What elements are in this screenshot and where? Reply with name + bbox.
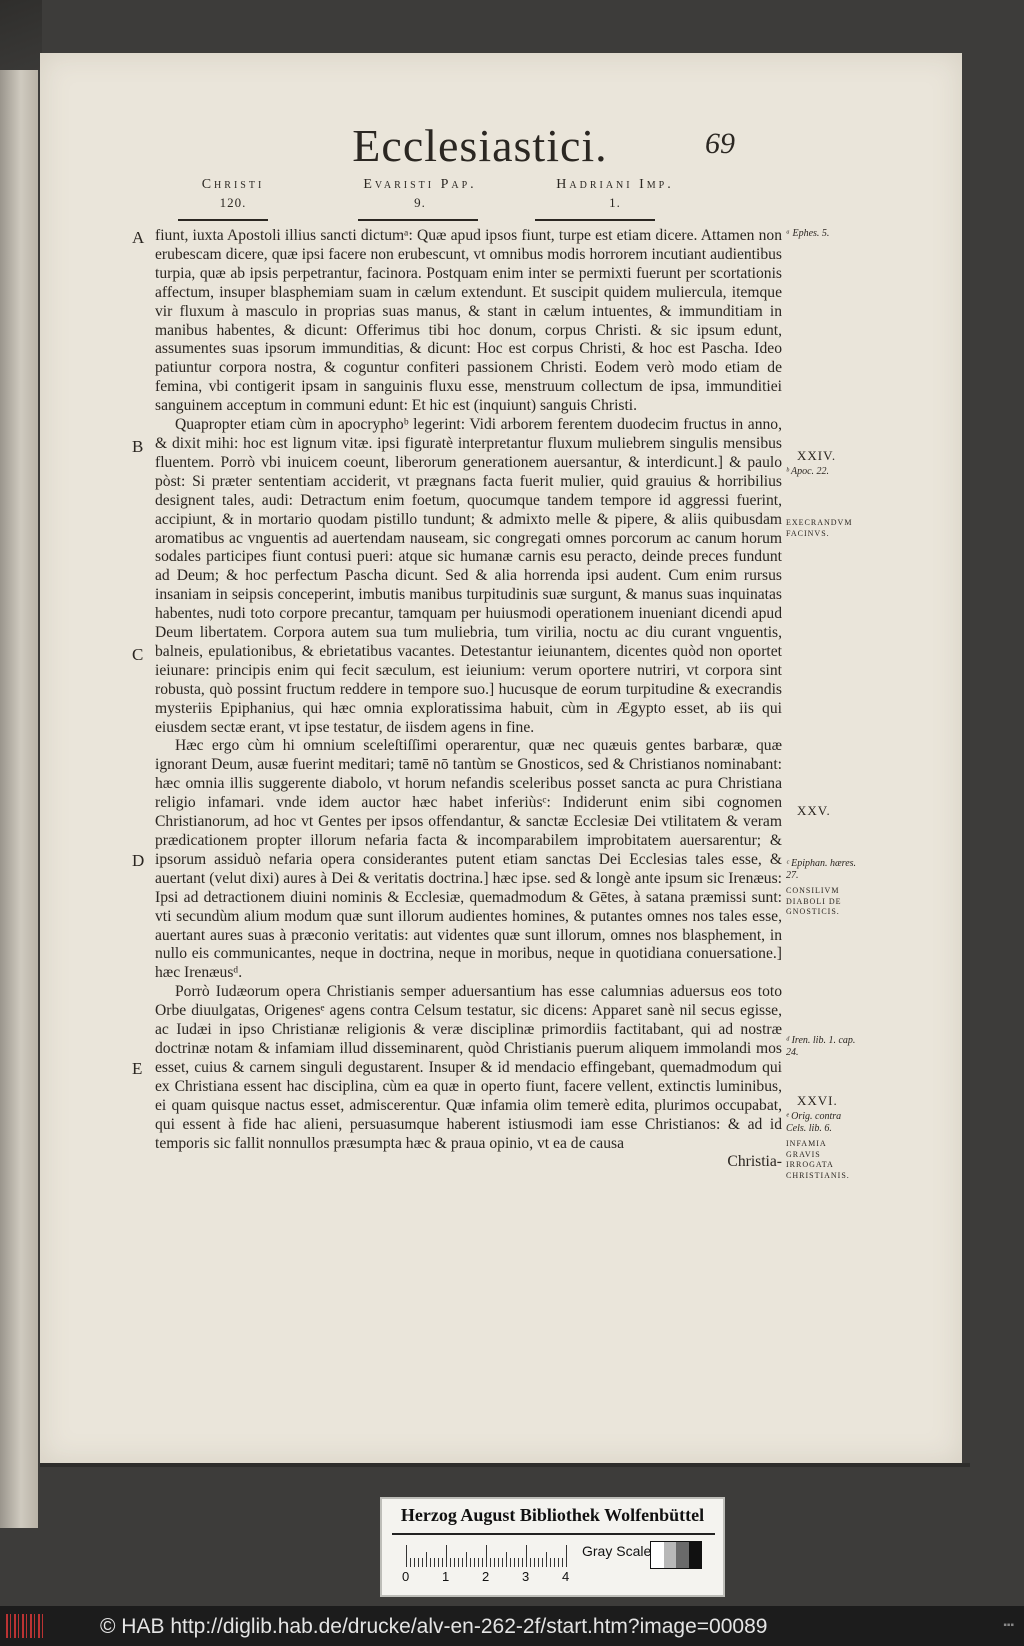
ruler-tick: [558, 1558, 559, 1567]
column-head-evaristi: [350, 177, 490, 211]
ruler-tick: [478, 1558, 479, 1567]
column-label: Hadriani Imp.: [556, 177, 674, 192]
ruler-tick: [426, 1552, 427, 1567]
ruler-scale: [406, 1541, 566, 1567]
gray-swatch: [676, 1542, 689, 1568]
footer-bar: [0, 1606, 1024, 1646]
page-shadow: [40, 1463, 970, 1467]
column-head-christi: [178, 177, 288, 211]
ruler-tick: [410, 1558, 411, 1567]
gray-swatch: [651, 1542, 664, 1568]
ruler-tick: [470, 1558, 471, 1567]
ruler-tick: [522, 1558, 523, 1567]
ruler-tick: [502, 1558, 503, 1567]
ruler-tick: [534, 1558, 535, 1567]
running-title: Ecclesiastici.: [352, 120, 608, 171]
ruler-tick: [474, 1558, 475, 1567]
paragraph: Porrò Iudæorum opera Christianis semper aduersantium has esse calumnias aduersus eos toto Orbe diuulgatas, Origenesᵉ agens contra Celsum testatur, sic dicens: Apparet sanè nil secus egisse, ac Iudæi in ipso Christianæ religionis & veræ disciplinæ primordiis factitabant, qui ad nostræ doctrinæ notam & infamiam illud disseminarent, quòd Christianis puerum aliquem immolandi mos esset, cuius & carnem singuli degustarent. Insuper & id mendacio effingebant, quemadmodum qui ex Christiana essent hac disciplina, cùm ea quæ in operto fiunt, facere vellent, extinctis luminibus, ei quam quisque nactus esset, admiscerentur. Quæ infamia olim temerè edita, plurimos occupabat, qui essent à fide hac alieni, persuasumque haberent istiusmodi iam esse Christianos: & ad id temporis sic fallit nonnullos præsumpta hæc & praua opinio, vt ea de causa: [155, 983, 782, 1152]
gray-swatch: [664, 1542, 677, 1568]
ruler-number: 4: [562, 1569, 570, 1584]
gray-scale-swatches: [650, 1541, 702, 1569]
ruler-tick: [554, 1558, 555, 1567]
margin-note: ᵇ Apoc. 22.: [786, 466, 830, 477]
paragraph: Hæc ergo cùm hi omnium sceleſtiſſimi operarentur, quæ nec quæuis gentes barbaræ, quæ ignorant Deum, ausæ fuerint meditari; tamē nō tantùm se Gnosticos, sed & Christianos nominabant: hæc omnia illis suggerente diabolo, vt horum nefandis sceleribus posset sancta ac pura Christiana religio infamari. vnde idem auctor hæc habet inferiùsᶜ: Indiderunt enim sibi cognomen Christianorum, ad hoc vt Gentes per ipsos offendantur, & sanctæ Ecclesiæ Dei vtilitatem & veram prædicationem propter illorum nefaria facta & incomparabilem improbitatem auersarentur; & ipsorum assiduò nefaria opera considerantes putent etiam sanctas Dei Ecclesias tales esse, & auertant (velut dixi) aures à Dei & veritatis doctrina.] hæc ipse. sed & longè ante ipsum sic Irenæus: Ipsi ad detractionem diuini nominis & Ecclesiæ, quemadmodum & Gētes, à satana præmissi sunt: vti secundùm alium modum quæ sunt illorum audientes homines, & putantes omnes nos tales esse, auertant aures suas à præconio veritatis: aut videntes quæ sunt illorum, omnes nos blasphement, in nullo eis communicantes, neque in doctrina, neque in moribus, neque in quotidiana conuersatione.] hæc Irenæusᵈ.: [155, 737, 782, 982]
section-letter-d: D: [132, 851, 145, 870]
library-name: Herzog August Bibliothek Wolfenbüttel: [400, 1505, 705, 1525]
column-rule: [535, 219, 655, 221]
ruler-tick: [566, 1545, 567, 1567]
hab-logo-icon: [6, 1614, 46, 1638]
ruler-tick: [506, 1552, 507, 1567]
ruler-tick: [438, 1558, 439, 1567]
margin-note: ᵈ Iren. lib. 1. cap. 24.: [786, 1035, 856, 1058]
section-letter-c: C: [132, 645, 144, 664]
ruler-number: 2: [482, 1569, 490, 1584]
section-letter-a: A: [132, 228, 145, 247]
ruler-tick: [454, 1558, 455, 1567]
ruler-tick: [442, 1558, 443, 1567]
ruler-tick: [458, 1558, 459, 1567]
ruler-number: 1: [442, 1569, 450, 1584]
book-shadow: [0, 0, 42, 70]
divider: [392, 1533, 715, 1535]
ruler-number: 3: [522, 1569, 530, 1584]
section-letter-b: B: [132, 437, 144, 456]
ruler-tick: [538, 1558, 539, 1567]
ruler-number: 0: [402, 1569, 410, 1584]
ruler-tick: [562, 1558, 563, 1567]
column-year: 1.: [609, 195, 621, 210]
ruler-tick: [530, 1558, 531, 1567]
ruler-tick: [462, 1558, 463, 1567]
margin-caption: EXECRANDVM FACINVS.: [786, 518, 853, 538]
margin-caption: CONSILIVM DIABOLI DE GNOSTICIS.: [786, 886, 842, 916]
footer-dots: ▪▪▪: [1003, 1620, 1014, 1631]
document-page: [40, 53, 962, 1463]
margin-caption: INFAMIA GRAVIS IRROGATA CHRISTIANIS.: [786, 1139, 850, 1180]
ruler-tick: [418, 1558, 419, 1567]
paragraph: Quapropter etiam cùm in apocryphoᵇ legerint: Vidi arborem ferentem duodecim fructus in anno, & dixit mihi: hoc est lignum vitæ. ipsi figuratè interpretantur fluxum muliebrem singulis mensibus fluentem. Porrò vbi inuicem coeunt, liberorum generationem auersantur, & interdicunt.] & paulo pòst: Si præter sententiam acciderit, vt prægnans facta fuerit mulier, quid grauius & horribilius designent tales, audi: Detractum enim foetum, quocumque tandem tempore id aggressi fuerint, accipiunt, & in mortario quodam pistillo tundunt; & admixto melle & pipere, & aliis quibusdam aromatibus ac vnguentis ad auertendam nauseam, sic congregati omnes porcorum ac canum horum sodales participes fiunt contusi pueri: atque sic humanæ carnis esu peracto, deinde preces fundunt ad Deum; & hoc perfectum Pascha dicunt. Sed & alia horrenda ipsi audent. Cum enim rursus insaniam in seipsis conceperint, imbutis manibus turpitudinis suæ surgunt, & manus suas inquinatas habentes, nudi toto corpore precantur, tamquam per huiusmodi operationem inueniant dicendi apud Deum libertatem. Corpora autem sua tum muliebria, tum virilia, noctu ac diu curant vnguentis, balneis, epulationibus, & ebrietatibus vacantes. Detestantur ieiunantem, dicentes quòd non oportet ieiunare: principis enim qui fecit sæculum, est ieiunium: verum oportere nutriri, vt corpora sint robusta, quò possint fructum reddere in tempore suo.] hucusque de eorum turpitudine & execrandis mysteriis Epiphanius, qui hæc omnia exploratissima habuit, cùm in Ægypto esset, ab iis qui eiusdem sectæ erant, vt ipse testatur, de iisdem agens in fine.: [155, 416, 782, 736]
section-letter-e: E: [132, 1059, 143, 1078]
column-year: 9.: [414, 195, 426, 210]
page-number: 69: [705, 127, 735, 160]
ruler-tick: [546, 1552, 547, 1567]
ruler-tick: [422, 1558, 423, 1567]
ruler-tick: [446, 1545, 447, 1567]
margin-numeral: XXV.: [797, 803, 831, 818]
ruler-tick: [466, 1552, 467, 1567]
ruler-tick: [550, 1558, 551, 1567]
column-rule: [358, 219, 478, 221]
column-label: Christi: [201, 177, 265, 192]
column-head-hadriani: [530, 177, 700, 211]
paragraph: fiunt, iuxta Apostoli illius sancti dictumᵃ: Quæ apud ipsos fiunt, turpe est etiam dicere. Attamen non erubescam dicere, quæ ipsi facere non erubescunt, vt omnibus modis horrorem incutiant audientibus turpia, quæ ab ipsis perpetrantur, facinora. Postquam enim inter se permixti fuerunt per scortationis affectum, insuper blasphemiam suam in cælum extendunt. Et suscipit quidem muliercula, itemque vir fluxum à masculo in proprias suas manus, & stant in cælum intuentes, & immunditiam in manibus habentes, & dicunt: Offerimus tibi hoc donum, corpus Christi. & sic ipsum edunt, assumentes suas ipsorum immunditias, & dicunt: Hoc est corpus Christi, & hoc est Pascha. Ideo patiuntur corpora nostra, & coguntur confiteri passionem Christi. Eodem verò modo etiam de femina, vbi contigerit ipsam in sanguinis fluxu esse, menstruum collectum de ipsa, immunditiei sanguinem acceptum in communi edunt: Et hic est (inquiunt) sanguis Christi.: [155, 227, 782, 415]
ruler-tick: [510, 1558, 511, 1567]
ruler-numbers: [402, 1569, 582, 1585]
ruler-tick: [414, 1558, 415, 1567]
gray-scale-label: Gray Scale: [582, 1543, 652, 1559]
ruler-tick: [430, 1558, 431, 1567]
ruler-tick: [486, 1545, 487, 1567]
ruler-tick: [482, 1558, 483, 1567]
ruler-tick: [518, 1558, 519, 1567]
catchword: Christia-: [727, 1153, 782, 1171]
copyright-url[interactable]: © HAB http://diglib.hab.de/drucke/alv-en-262-2f/start.htm?image=00089: [100, 1615, 768, 1638]
gray-swatch: [689, 1542, 702, 1568]
ruler-tick: [494, 1558, 495, 1567]
ruler-tick: [514, 1558, 515, 1567]
margin-numeral: XXVI.: [797, 1093, 838, 1108]
column-label: Evaristi Pap.: [363, 177, 477, 192]
ruler-tick: [542, 1558, 543, 1567]
ruler-tick: [450, 1558, 451, 1567]
column-rule: [178, 219, 268, 221]
ruler-tick: [526, 1545, 527, 1567]
body-text: [155, 227, 782, 1172]
margin-note: ᶜ Epiphan. hæres. 27.: [786, 858, 857, 881]
margin-note: ᵉ Orig. contra Cels. lib. 6.: [786, 1111, 842, 1134]
ruler-tick: [498, 1558, 499, 1567]
ruler-tick: [406, 1545, 407, 1567]
facing-page-edge: [0, 58, 38, 1528]
ruler-tick: [434, 1558, 435, 1567]
margin-note: ᵃ Ephes. 5.: [786, 228, 830, 239]
column-year: 120.: [219, 195, 247, 210]
ruler-tick: [490, 1558, 491, 1567]
color-scale-card: [380, 1497, 725, 1597]
margin-numeral: XXIV.: [797, 448, 837, 463]
